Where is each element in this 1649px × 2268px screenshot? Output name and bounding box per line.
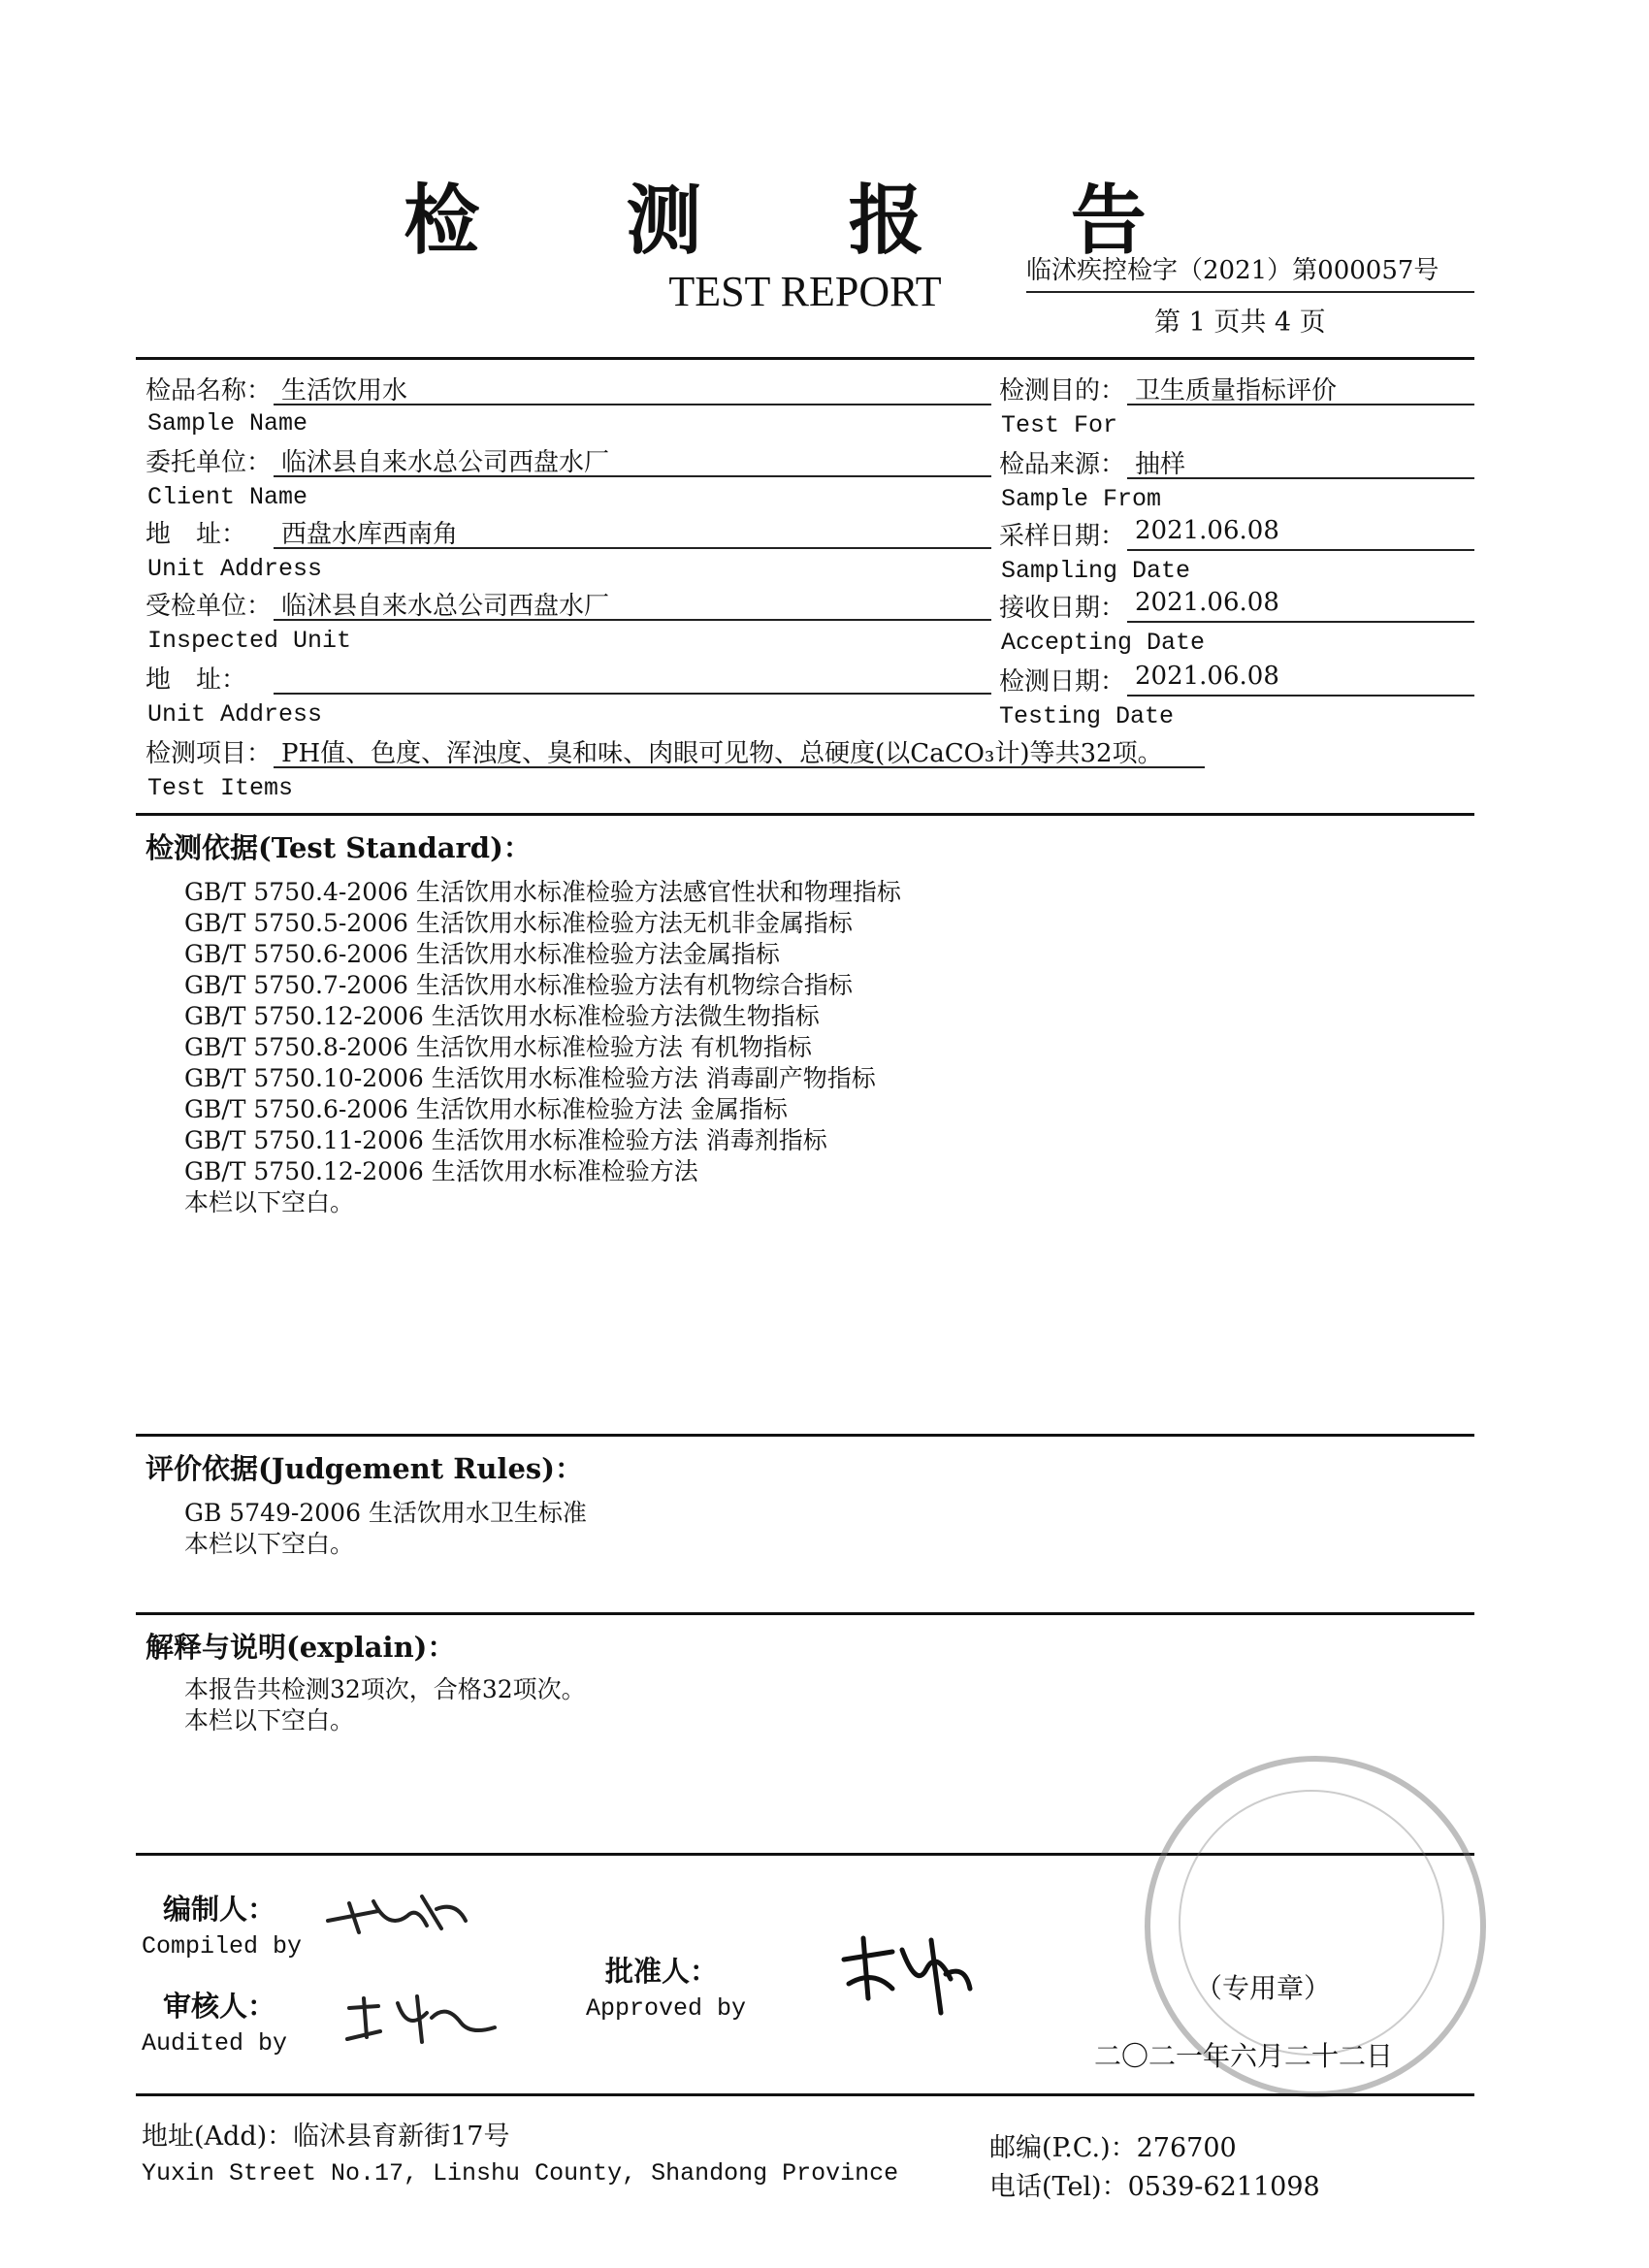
standard-line: GB/T 5750.6-2006 生活饮用水标准检验方法金属指标 <box>184 940 780 968</box>
explain-line: 本报告共检测32项次，合格32项次。 <box>184 1675 586 1703</box>
footer-tel: 电话(Tel)：0539-6211098 <box>989 2172 1320 2202</box>
doc-number-underline <box>1026 291 1474 293</box>
fields-bottom-rule <box>136 813 1474 816</box>
testing-date-underline <box>1127 695 1474 697</box>
sampling-date-underline <box>1127 549 1474 551</box>
unit-address-en: Unit Address <box>147 555 323 583</box>
sample-name-underline <box>274 404 991 405</box>
audited-by-en: Audited by <box>142 2029 288 2057</box>
footer-address: 地址(Add)：临沭县育新街17号 <box>142 2122 510 2152</box>
approved-by-label: 批准人： <box>605 1955 719 1988</box>
footer-top-rule <box>136 2093 1474 2096</box>
inspected-unit-label: 受检单位： <box>146 592 273 621</box>
standard-line: GB/T 5750.5-2006 生活饮用水标准检验方法无机非金属指标 <box>184 909 853 937</box>
inspected-unit-en: Inspected Unit <box>147 627 352 655</box>
sampling-date-en: Sampling Date <box>1001 557 1191 585</box>
document-number: 临沭疾控检字（2021）第000057号 <box>1026 256 1439 285</box>
test-for-en: Test For <box>1001 411 1118 439</box>
accepting-date-value: 2021.06.08 <box>1135 588 1279 617</box>
sample-name-label: 检品名称： <box>146 376 273 405</box>
test-for-underline <box>1127 404 1474 405</box>
top-rule <box>136 357 1474 360</box>
sampling-date-label: 采样日期： <box>999 522 1126 551</box>
client-name-label: 委托单位： <box>146 448 273 477</box>
inspected-unit-underline <box>274 619 991 621</box>
seal-note: （专用章） <box>1195 1972 1332 2004</box>
test-items-en: Test Items <box>147 774 294 802</box>
sample-from-underline <box>1127 477 1474 479</box>
test-for-value: 卫生质量指标评价 <box>1135 376 1338 405</box>
report-title: 检 测 报 告 <box>404 177 1207 265</box>
sampling-date-value: 2021.06.08 <box>1135 516 1279 545</box>
unit-address-value: 西盘水库西南角 <box>281 520 459 549</box>
standard-line: GB/T 5750.10-2006 生活饮用水标准检验方法 消毒副产物指标 <box>184 1064 876 1092</box>
unit-address-label: 地 址： <box>146 520 247 549</box>
inspected-address-label: 地 址： <box>146 665 247 695</box>
accepting-date-underline <box>1127 621 1474 623</box>
inspected-unit-value: 临沭县自来水总公司西盘水厂 <box>281 592 610 621</box>
footer-address-en: Yuxin Street No.17, Linshu County, Shandong Province <box>142 2159 899 2187</box>
report-date: 二〇二一年六月二十二日 <box>1094 2040 1394 2072</box>
test-items-value: PH值、色度、浑浊度、臭和味、肉眼可见物、总硬度(以CaCO₃计)等共32项。 <box>281 739 1163 768</box>
client-name-underline <box>274 475 991 477</box>
approved-by-signature <box>834 1930 980 2027</box>
judgement-line: GB 5749-2006 生活饮用水卫生标准 <box>184 1499 587 1527</box>
judgement-bottom-rule <box>136 1612 1474 1615</box>
sample-from-en: Sample From <box>1001 485 1162 513</box>
test-items-underline <box>274 766 1205 768</box>
testing-date-en: Testing Date <box>999 702 1175 730</box>
sample-from-label: 检品来源： <box>999 450 1126 479</box>
accepting-date-en: Accepting Date <box>1001 629 1206 657</box>
testing-date-label: 检测日期： <box>999 667 1126 697</box>
judgement-blank-note: 本栏以下空白。 <box>184 1530 355 1558</box>
audited-by-label: 审核人： <box>163 1990 276 2023</box>
standard-line: GB/T 5750.11-2006 生活饮用水标准检验方法 消毒剂指标 <box>184 1126 827 1154</box>
sample-name-value: 生活饮用水 <box>281 376 408 405</box>
judgement-heading: 评价依据(Judgement Rules)： <box>146 1452 583 1485</box>
compiled-by-en: Compiled by <box>142 1932 303 1960</box>
report-subtitle: TEST REPORT <box>668 268 942 315</box>
approved-by-en: Approved by <box>586 1994 747 2023</box>
standard-blank-note: 本栏以下空白。 <box>184 1188 355 1216</box>
official-seal-inner-ring <box>1179 1790 1444 2056</box>
unit-address-underline <box>274 547 991 549</box>
standard-line: GB/T 5750.8-2006 生活饮用水标准检验方法 有机物指标 <box>184 1033 812 1061</box>
test-for-label: 检测目的： <box>999 376 1126 405</box>
test-standard-heading: 检测依据(Test Standard)： <box>146 831 532 864</box>
standard-line: GB/T 5750.4-2006 生活饮用水标准检验方法感官性状和物理指标 <box>184 878 901 906</box>
explain-blank-note: 本栏以下空白。 <box>184 1706 355 1734</box>
compiled-by-signature <box>320 1882 475 1940</box>
compiled-by-label: 编制人： <box>163 1893 276 1926</box>
standard-line: GB/T 5750.12-2006 生活饮用水标准检验方法微生物指标 <box>184 1002 820 1030</box>
explain-heading: 解释与说明(explain)： <box>146 1631 456 1664</box>
test-items-label: 检测项目： <box>146 739 273 768</box>
standard-line: GB/T 5750.6-2006 生活饮用水标准检验方法 金属指标 <box>184 1095 788 1123</box>
standard-line: GB/T 5750.7-2006 生活饮用水标准检验方法有机物综合指标 <box>184 971 853 999</box>
inspected-address-en: Unit Address <box>147 700 323 729</box>
footer-postcode: 邮编(P.C.)：276700 <box>989 2133 1237 2163</box>
testing-date-value: 2021.06.08 <box>1135 662 1279 691</box>
standard-line: GB/T 5750.12-2006 生活饮用水标准检验方法 <box>184 1157 698 1185</box>
sample-name-en: Sample Name <box>147 409 308 437</box>
sample-from-value: 抽样 <box>1135 450 1186 479</box>
accepting-date-label: 接收日期： <box>999 594 1126 623</box>
standard-bottom-rule <box>136 1434 1474 1437</box>
audited-by-signature <box>340 1989 504 2047</box>
client-name-value: 临沭县自来水总公司西盘水厂 <box>281 448 610 477</box>
page-number: 第 1 页共 4 页 <box>1154 308 1326 338</box>
inspected-address-underline <box>274 693 991 695</box>
client-name-en: Client Name <box>147 483 308 511</box>
